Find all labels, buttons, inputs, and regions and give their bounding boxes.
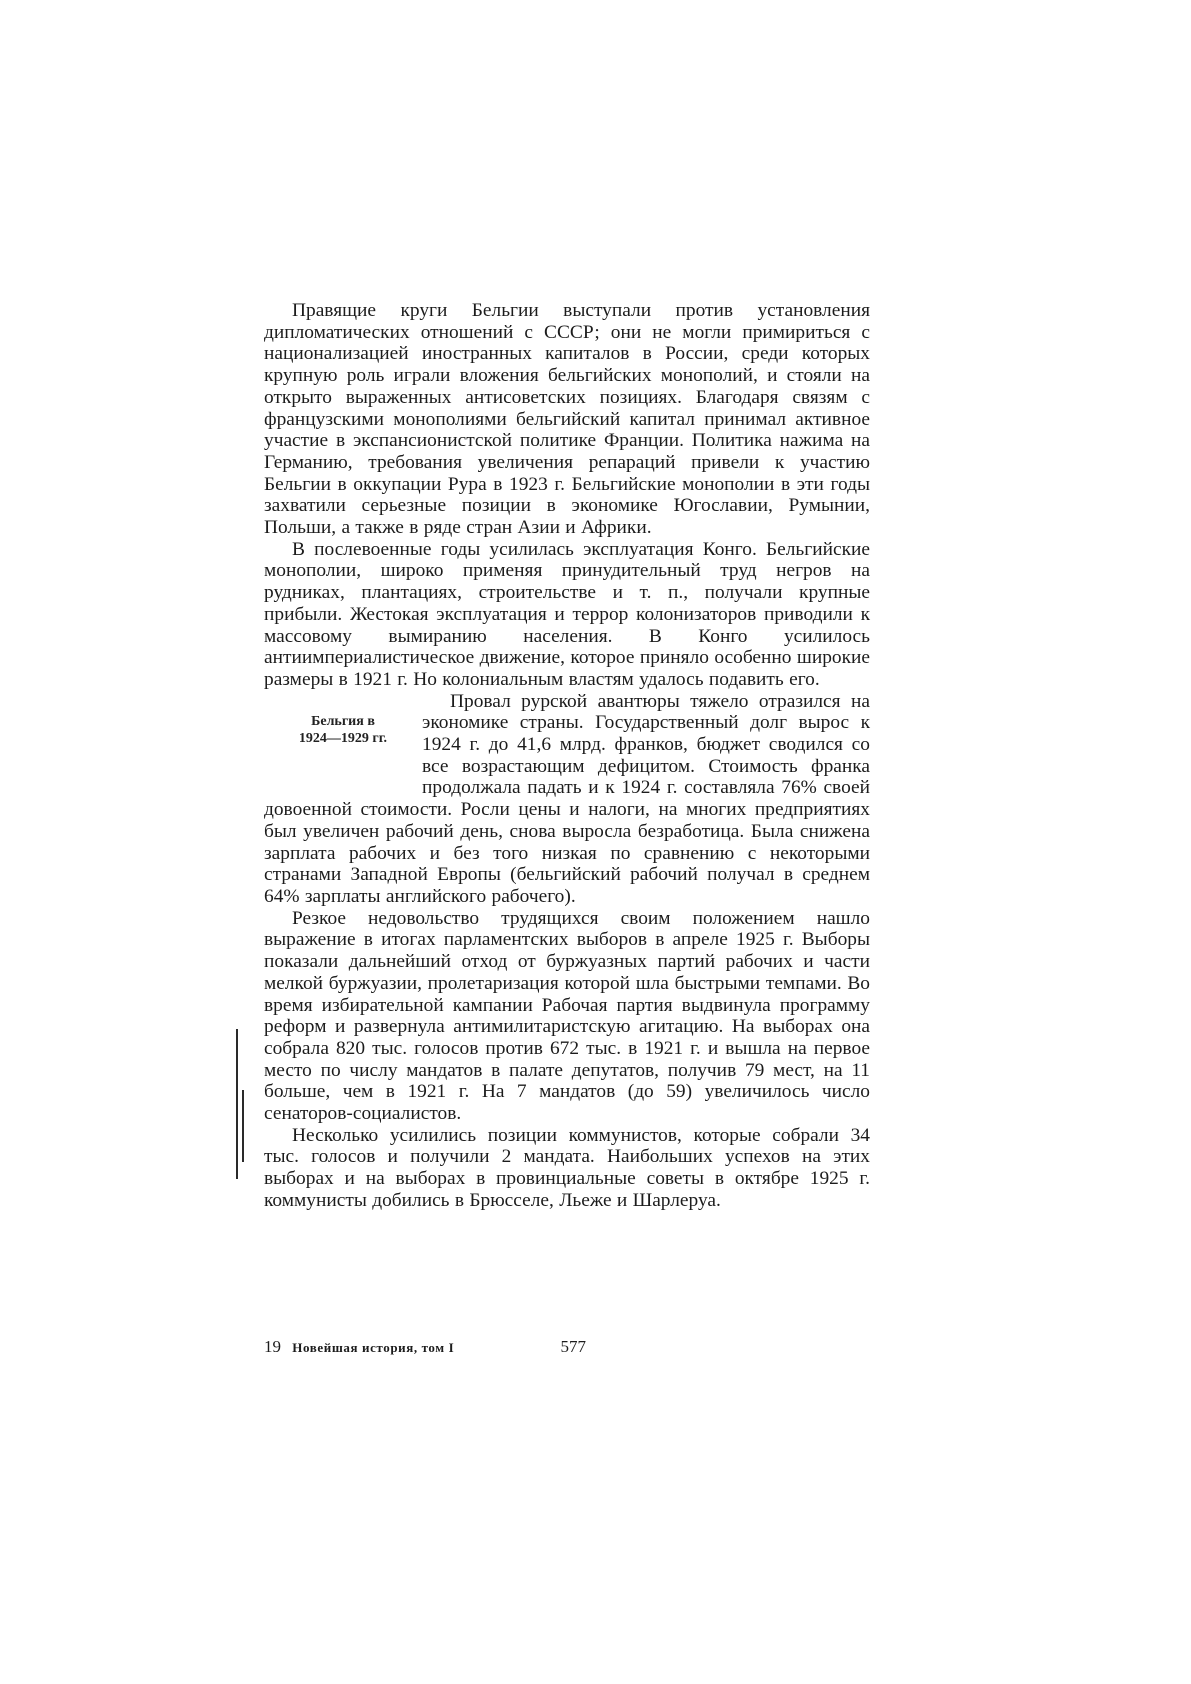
margin-heading-line2: 1924—1929 гг. [298,730,388,746]
paragraph-elections-1925: Резкое недовольство трудящихся своим положением нашло выражение в итогах парламентских выборов в апреле 1925 г. Выборы показали дальнейший отход от буржуазных партий рабочих и части мелкой буржуазии, пролетаризация которой шла быстрыми темпами. Во время избирательной кампании Рабочая партия выдвинула программу реформ и развернула антимилитаристскую агитацию. На выборах она собрала 820 тыс. голосов против 672 тыс. в 1921 г. и вышла на первое место по числу мандатов в палате депутатов, получив 79 мест, на 11 больше, чем в 1921 г. На 7 мандатов (до 59) увеличилось число сенаторов-социалистов. [264,907,870,1125]
margin-heading-line1: Бельгия в [311,713,375,729]
book-title: Новейшая история, том I [292,1340,455,1355]
margin-heading [264,713,422,778]
paragraph-congo-exploitation: В послевоенные годы усилилась эксплуатация Конго. Бельгийские монополии, широко применяя принудительный труд негров на рудниках, плантациях, строительстве и т. п., получали крупные прибыли. Жестокая эксплуатация и террор колонизаторов приводили к массовому вымиранию населения. В Конго усилилось антиимпериалистическое движение, которое приняло особенно широкие размеры в 1921 г. Но колониальным властям удалось подавить его. [264,538,870,690]
paragraph-belgium-ussr-relations: Правящие круги Бельгии выступали против установления дипломатических отношений с СССР; они не могли примириться с национализацией иностранных капиталов в России, среди которых крупную роль играли вложения бельгийских монополий, и стояли на открыто выраженных антисоветских позициях. Благодаря связям с французскими монополиями бельгийский капитал принимал активное участие в экспансионистской политике Франции. Политика нажима на Германию, требования увеличения репараций привели к участию Бельгии в оккупации Рура в 1923 г. Бельгийские монополии в эти годы захватили серьезные позиции в экономике Югославии, Румынии, Польши, а также в ряде стран Азии и Африки. [264,300,870,539]
margin-mark-line [236,1029,238,1179]
page-number: 577 [560,1337,586,1356]
signature-number: 19 [264,1337,281,1356]
margin-mark-line-short [242,1090,244,1162]
section-belgium-1924-1929 [264,691,870,908]
page-footer [264,1337,870,1358]
paragraph-communists: Несколько усилились позиции коммунистов, которые собрали 34 тыс. голосов и получили 2 мандата. Наибольших успехов на этих выборах и на выборах в провинциальные советы в октябре 1925 г. коммунисты добились в Брюсселе, Льеже и Шарлеруа. [264,1124,870,1211]
paragraph-ruhr-economy: Провал рурской авантюры тяжело отразился на экономике страны. Государственный долг вырос к 1924 г. до 41,6 млрд. франков, бюджет сводился со все возрастающим дефицитом. Стоимость франка продолжала падать и к 1924 г. составляла 76% своей довоенной стоимости. Росли цены и налоги, на многих предприятиях был увеличен рабочий день, снова выросла безработица. Была снижена зарплата рабочих и без того низкая по сравнению с некоторыми странами Западной Европы (бельгийский рабочий получал в среднем 64% зарплаты английского рабочего). [264,690,870,907]
page-body [264,300,870,1212]
